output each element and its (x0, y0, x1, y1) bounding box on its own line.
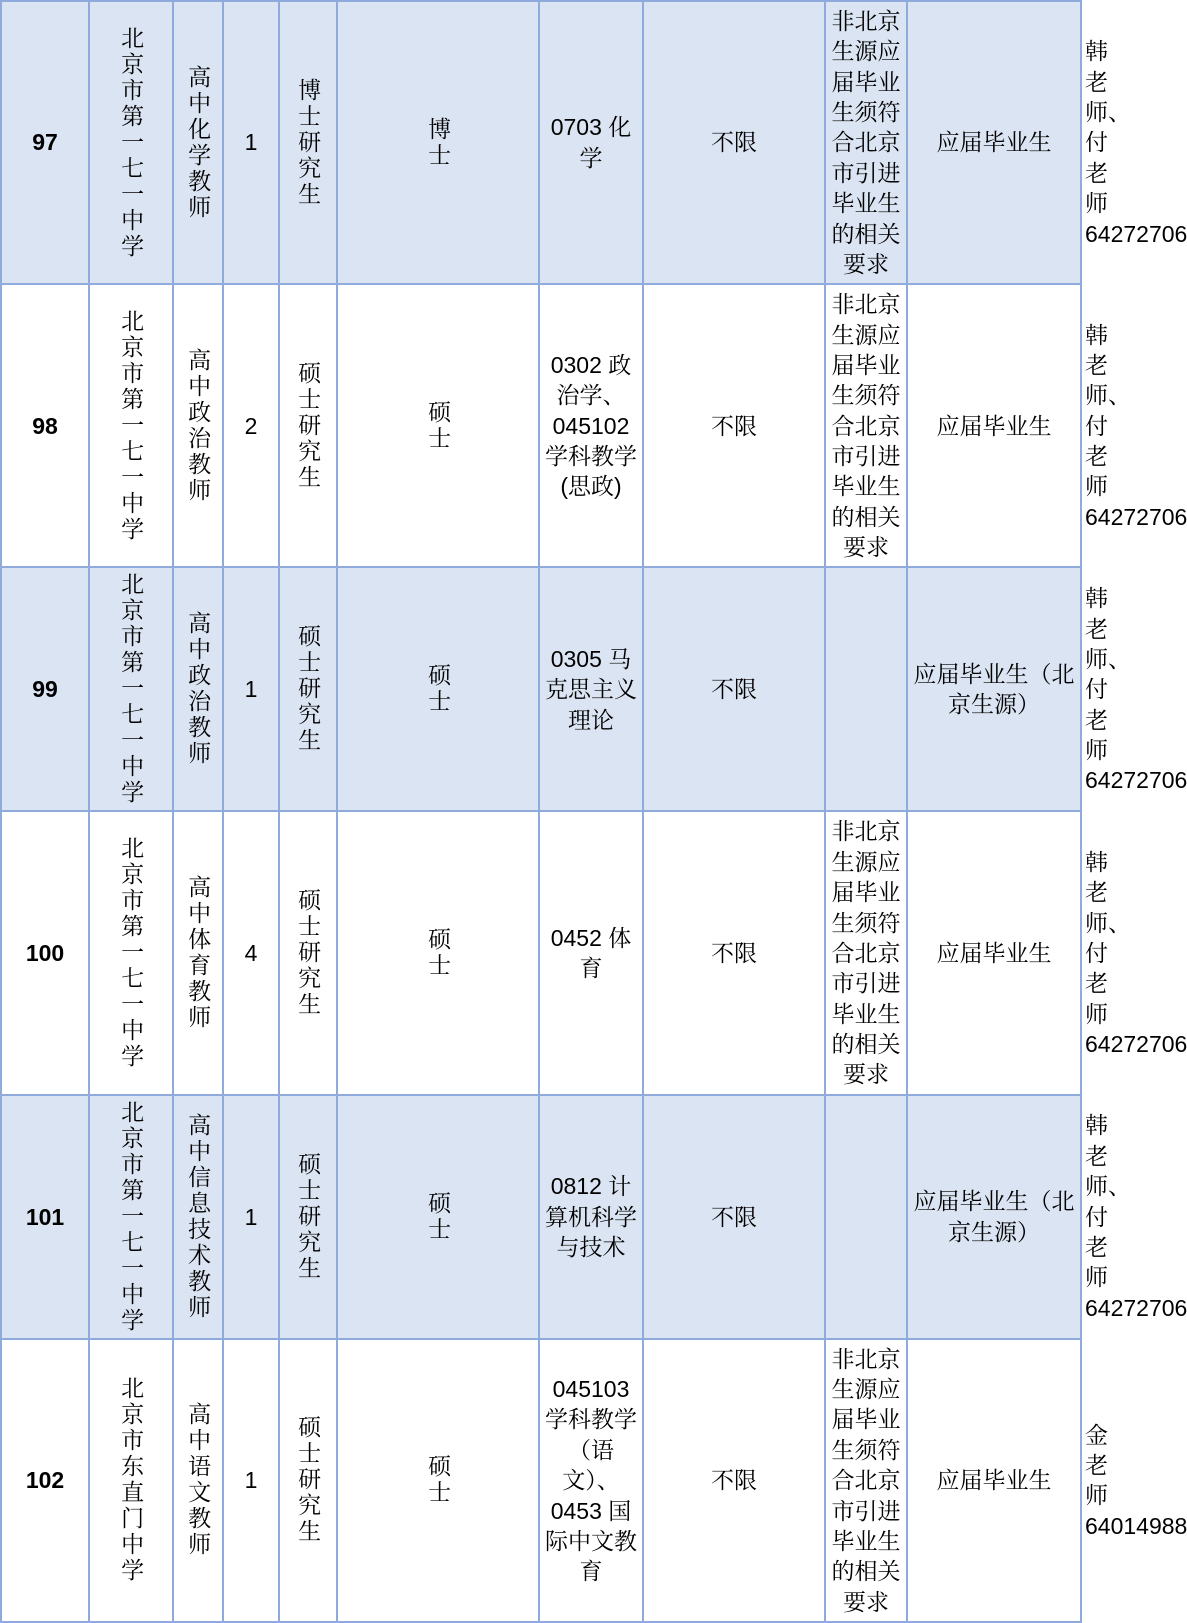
other-requirement (825, 567, 907, 811)
recruit-type: 应届毕业生（北京生源） (907, 567, 1081, 811)
major-requirement: 0305 马克思主义理论 (539, 567, 643, 811)
degree-requirement (279, 1, 337, 284)
degree-title-text: 硕士 (425, 1454, 452, 1507)
headcount: 1 (223, 1339, 279, 1622)
certificate-requirement: 不限 (643, 811, 825, 1094)
degree-title-text: 博士 (425, 116, 452, 169)
school-name-text: 北京市第一七一中学 (118, 1099, 145, 1334)
other-requirement: 非北京生源应届毕业生须符合北京市引进毕业生的相关要求 (825, 811, 907, 1094)
degree-title (337, 1, 539, 284)
other-requirement (825, 1095, 907, 1339)
post-name-text: 高中政治教师 (185, 611, 212, 768)
headcount: 1 (223, 1095, 279, 1339)
post-name-text: 高中信息技术教师 (185, 1112, 212, 1321)
school-name-text: 北京市东直门中学 (118, 1376, 145, 1585)
post-name-text: 高中语文教师 (185, 1402, 212, 1559)
headcount: 2 (223, 284, 279, 567)
school-name-text: 北京市第一七一中学 (118, 572, 145, 807)
degree-title (337, 284, 539, 567)
school-name (89, 811, 173, 1094)
degree-requirement-text: 硕士研究生 (295, 888, 322, 1019)
degree-requirement (279, 284, 337, 567)
major-requirement: 0703 化学 (539, 1, 643, 284)
row-number: 99 (1, 567, 89, 811)
post-name-text: 高中政治教师 (185, 347, 212, 504)
certificate-requirement: 不限 (643, 1339, 825, 1622)
degree-requirement (279, 1339, 337, 1622)
post-name (173, 567, 223, 811)
post-name (173, 1, 223, 284)
degree-requirement (279, 567, 337, 811)
school-name (89, 1, 173, 284)
major-requirement: 0302 政治学、045102 学科教学(思政) (539, 284, 643, 567)
headcount: 1 (223, 567, 279, 811)
row-number: 98 (1, 284, 89, 567)
table-row: 98 北京市第一七一中学 高中政治教师 2 硕士研究生 硕士 0302 政治学、045102 学科教学(思政) 不限 非北京生源应届毕业生须符合北京市引进毕业生的相关要求 应届毕业生 韩老师、付老师 64272706 (1, 284, 1081, 567)
certificate-requirement: 不限 (643, 1, 825, 284)
recruit-type: 应届毕业生（北京生源） (907, 1095, 1081, 1339)
post-name-text: 高中体育教师 (185, 875, 212, 1032)
recruit-type: 应届毕业生 (907, 1, 1081, 284)
table-row: 99 北京市第一七一中学 高中政治教师 1 硕士研究生 硕士 0305 马克思主义理论 不限 应届毕业生（北京生源） 韩老师、付老师 64272706 (1, 567, 1081, 811)
degree-title (337, 1095, 539, 1339)
post-name (173, 1095, 223, 1339)
school-name-text: 北京市第一七一中学 (118, 308, 145, 543)
post-name (173, 1339, 223, 1622)
other-requirement: 非北京生源应届毕业生须符合北京市引进毕业生的相关要求 (825, 284, 907, 567)
row-number: 97 (1, 1, 89, 284)
post-name-text: 高中化学教师 (185, 64, 212, 221)
row-number: 101 (1, 1095, 89, 1339)
major-requirement: 0812 计算机科学与技术 (539, 1095, 643, 1339)
school-name (89, 284, 173, 567)
degree-title-text: 硕士 (425, 399, 452, 452)
recruit-type: 应届毕业生 (907, 811, 1081, 1094)
degree-requirement-text: 硕士研究生 (295, 1415, 322, 1546)
major-requirement: 0452 体育 (539, 811, 643, 1094)
recruit-type: 应届毕业生 (907, 1339, 1081, 1622)
degree-requirement (279, 811, 337, 1094)
school-name-text: 北京市第一七一中学 (118, 836, 145, 1071)
degree-title (337, 811, 539, 1094)
other-requirement: 非北京生源应届毕业生须符合北京市引进毕业生的相关要求 (825, 1339, 907, 1622)
major-requirement: 045103 学科教学（语文）、0453 国际中文教育 (539, 1339, 643, 1622)
degree-title-text: 硕士 (425, 1190, 452, 1243)
degree-requirement-text: 博士研究生 (295, 77, 322, 208)
degree-requirement-text: 硕士研究生 (295, 624, 322, 755)
school-name (89, 1095, 173, 1339)
headcount: 4 (223, 811, 279, 1094)
row-number: 102 (1, 1339, 89, 1622)
post-name (173, 811, 223, 1094)
certificate-requirement: 不限 (643, 1095, 825, 1339)
recruit-type: 应届毕业生 (907, 284, 1081, 567)
table-row: 100 北京市第一七一中学 高中体育教师 4 硕士研究生 硕士 0452 体育 不限 非北京生源应届毕业生须符合北京市引进毕业生的相关要求 应届毕业生 韩老师、付老师 64272706 (1, 811, 1081, 1094)
school-name-text: 北京市第一七一中学 (118, 25, 145, 260)
headcount: 1 (223, 1, 279, 284)
table-row: 97 北京市第一七一中学 高中化学教师 1 博士研究生 博士 0703 化学 不限 非北京生源应届毕业生须符合北京市引进毕业生的相关要求 应届毕业生 韩老师、付老师 64272706 (1, 1, 1081, 284)
degree-title (337, 567, 539, 811)
degree-title-text: 硕士 (425, 663, 452, 716)
degree-requirement-text: 硕士研究生 (295, 360, 322, 491)
degree-title (337, 1339, 539, 1622)
degree-requirement (279, 1095, 337, 1339)
school-name (89, 1339, 173, 1622)
row-number: 100 (1, 811, 89, 1094)
other-requirement: 非北京生源应届毕业生须符合北京市引进毕业生的相关要求 (825, 1, 907, 284)
table-row: 101 北京市第一七一中学 高中信息技术教师 1 硕士研究生 硕士 0812 计算机科学与技术 不限 应届毕业生（北京生源） 韩老师、付老师 64272706 (1, 1095, 1081, 1339)
school-name (89, 567, 173, 811)
table-row: 102 北京市东直门中学 高中语文教师 1 硕士研究生 硕士 045103 学科教学（语文）、0453 国际中文教育 不限 非北京生源应届毕业生须符合北京市引进毕业生的相关要求 应届毕业生 金老师 64014988 (1, 1339, 1081, 1622)
certificate-requirement: 不限 (643, 567, 825, 811)
post-name (173, 284, 223, 567)
degree-requirement-text: 硕士研究生 (295, 1151, 322, 1282)
degree-title-text: 硕士 (425, 927, 452, 980)
certificate-requirement: 不限 (643, 284, 825, 567)
